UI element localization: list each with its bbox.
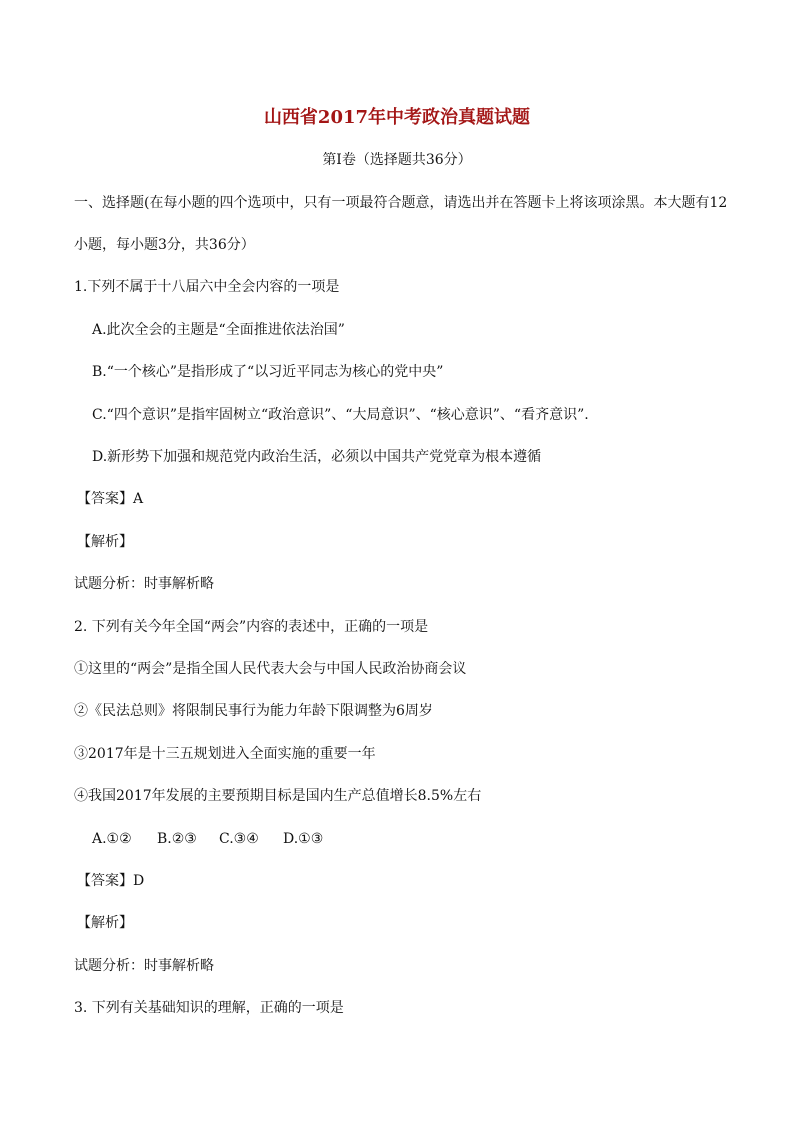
question-2-statement-4: ④我国2017年发展的主要预期目标是国内生产总值增长8.5%左右 xyxy=(74,788,482,804)
question-2-stem: 2. 下列有关今年全国“两会”内容的表述中，正确的一项是 xyxy=(74,619,429,635)
question-2-statement-3: ③2017年是十三五规划进入全面实施的重要一年 xyxy=(74,746,376,762)
question-2-statement-2: ②《民法总则》将限制民事行为能力年龄下限调整为6周岁 xyxy=(74,703,433,719)
question-1-analysis: 试题分析：时事解析略 xyxy=(74,576,214,592)
question-1-option-a: A.此次全会的主题是“全面推进依法治国” xyxy=(92,322,345,338)
question-1-answer: 【答案】A xyxy=(77,491,144,507)
section-subtitle: 第Ⅰ卷（选择题共36分） xyxy=(322,152,472,168)
question-2-statement-1: ①这里的“两会”是指全国人民代表大会与中国人民政治协商会议 xyxy=(74,661,467,677)
question-2-option-b: B.②③ xyxy=(157,831,197,847)
question-2-analysis-label: 【解析】 xyxy=(77,915,133,931)
question-3-stem: 3. 下列有关基础知识的理解，正确的一项是 xyxy=(74,1000,344,1016)
instructions-line-1: 一、选择题(在每小题的四个选项中，只有一项最符合题意，请选出并在答题卡上将该项涂黑。本大题有12 xyxy=(74,195,728,211)
question-2-answer: 【答案】D xyxy=(77,873,145,889)
question-1-stem: 1.下列不属于十八届六中全会内容的一项是 xyxy=(74,279,340,295)
question-1-option-d: D.新形势下加强和规范党内政治生活，必须以中国共产党党章为根本遵循 xyxy=(92,449,542,465)
instructions-line-2: 小题，每小题3分，共36分） xyxy=(74,237,255,253)
question-1-option-c: C.“四个意识”是指牢固树立“政治意识”、“大局意识”、“核心意识”、“看齐意识”. xyxy=(92,407,589,423)
question-2-option-d: D.①③ xyxy=(283,831,324,847)
question-2-option-c: C.③④ xyxy=(219,831,259,847)
question-1-analysis-label: 【解析】 xyxy=(77,534,133,550)
document-title: 山西省2017年中考政治真题试题 xyxy=(263,107,531,128)
question-2-option-a: A.①② xyxy=(92,831,132,847)
question-2-analysis: 试题分析：时事解析略 xyxy=(74,958,214,974)
question-1-option-b: B.“一个核心”是指形成了“以习近平同志为核心的党中央” xyxy=(92,364,444,380)
